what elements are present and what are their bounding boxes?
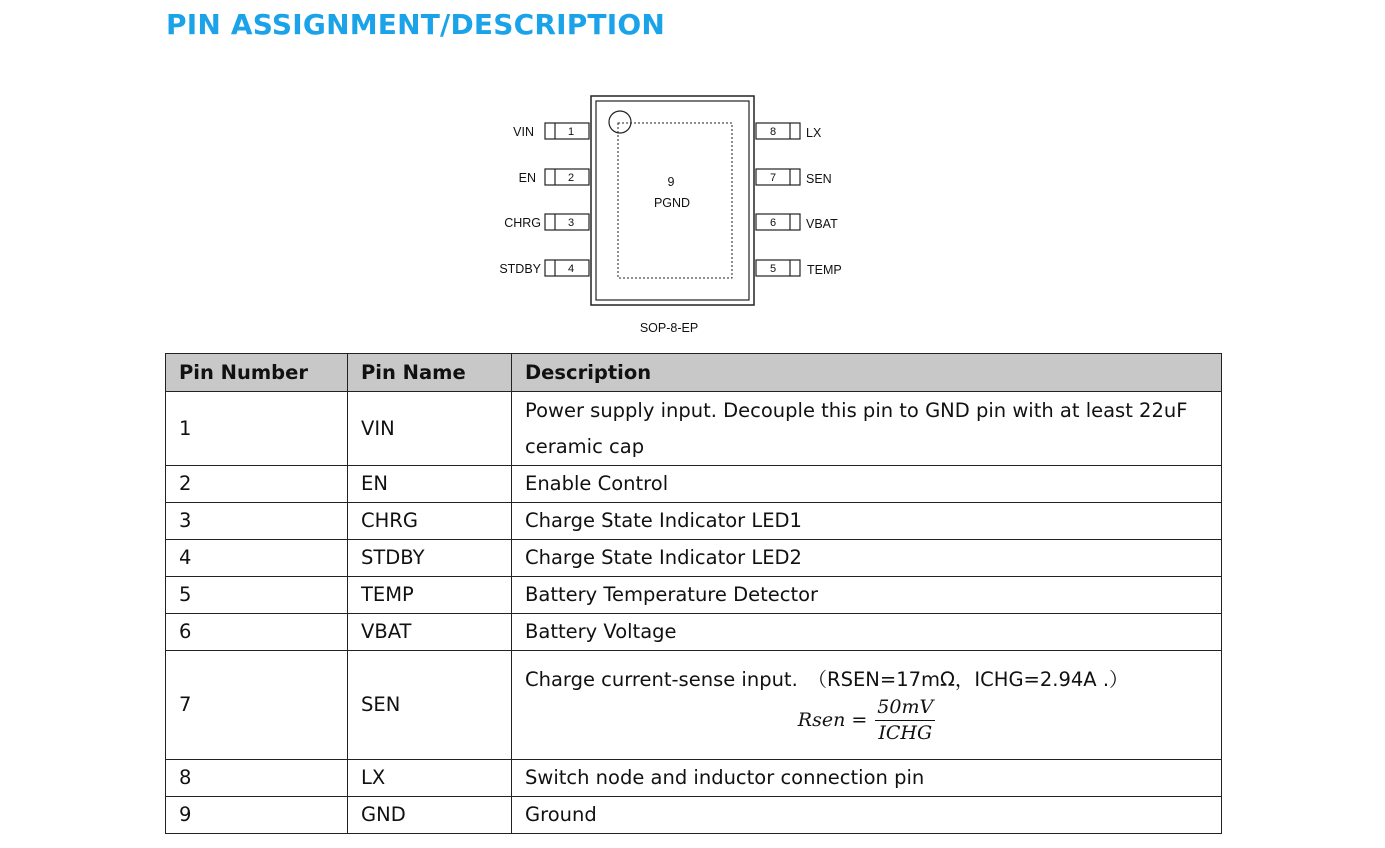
pin-number-cell: 4 bbox=[166, 540, 348, 577]
right-pin-8 bbox=[756, 123, 822, 140]
package-diagram bbox=[0, 0, 1385, 350]
pin-name-cell: STDBY bbox=[348, 540, 512, 577]
right-pin-7 bbox=[756, 169, 832, 186]
pin-number: 3 bbox=[567, 217, 575, 229]
table-row bbox=[166, 651, 1222, 760]
table-row bbox=[166, 577, 1222, 614]
rsen-formula bbox=[525, 692, 1208, 748]
pin-label: VIN bbox=[513, 125, 534, 139]
pin-name-cell: TEMP bbox=[348, 577, 512, 614]
pin-number-cell: 6 bbox=[166, 614, 348, 651]
left-pin-1 bbox=[513, 123, 589, 139]
center-pin-number: 9 bbox=[667, 175, 675, 189]
pin-label: STDBY bbox=[499, 262, 541, 276]
description-cell bbox=[512, 651, 1222, 760]
pin-number-cell: 3 bbox=[166, 503, 348, 540]
description-cell: Battery Voltage bbox=[512, 614, 1222, 651]
description-cell: Battery Temperature Detector bbox=[512, 577, 1222, 614]
header-pin-number: Pin Number bbox=[166, 354, 348, 392]
pin-name-cell: SEN bbox=[348, 651, 512, 760]
pin-label: SEN bbox=[806, 172, 832, 186]
pin-number: 5 bbox=[769, 263, 777, 275]
package-name: SOP-8-EP bbox=[639, 321, 699, 335]
pin-number-cell: 1 bbox=[166, 392, 348, 466]
description-cell: Charge State Indicator LED2 bbox=[512, 540, 1222, 577]
left-pin-4 bbox=[499, 260, 589, 276]
pin-number: 4 bbox=[567, 263, 575, 275]
left-pin-2 bbox=[519, 169, 589, 185]
pin-name-cell: GND bbox=[348, 797, 512, 834]
left-pin-3 bbox=[504, 214, 589, 230]
table-row bbox=[166, 392, 1222, 466]
pin-number: 7 bbox=[769, 172, 777, 184]
formula-denominator: ICHG bbox=[878, 721, 933, 744]
table-row bbox=[166, 503, 1222, 540]
pin-description-table bbox=[165, 353, 1222, 834]
pin-number-cell: 2 bbox=[166, 466, 348, 503]
table-row bbox=[166, 466, 1222, 503]
pin-number: 8 bbox=[769, 126, 777, 138]
table-header-row bbox=[166, 354, 1222, 392]
pin-label: EN bbox=[518, 171, 536, 185]
pin-number-cell: 9 bbox=[166, 797, 348, 834]
pin-name-cell: EN bbox=[348, 466, 512, 503]
table-row bbox=[166, 540, 1222, 577]
pin-label: LX bbox=[806, 126, 822, 140]
description-cell: Power supply input. Decouple this pin to GND pin with at least 22uF ceramic cap bbox=[512, 392, 1222, 466]
pin-name-cell: CHRG bbox=[348, 503, 512, 540]
pin-name-cell: VBAT bbox=[348, 614, 512, 651]
formula-numerator: 50mV bbox=[875, 695, 935, 721]
pin-number: 1 bbox=[567, 126, 575, 138]
description-cell: Ground bbox=[512, 797, 1222, 834]
table-row bbox=[166, 797, 1222, 834]
pin-label: VBAT bbox=[806, 217, 838, 231]
description-cell: Switch node and inductor connection pin bbox=[512, 760, 1222, 797]
pin1-marker-icon bbox=[609, 111, 631, 133]
page-title: PIN ASSIGNMENT/DESCRIPTION bbox=[166, 8, 665, 41]
pin-label: TEMP bbox=[807, 263, 842, 277]
pin-label: CHRG bbox=[504, 216, 541, 230]
header-description: Description bbox=[512, 354, 1222, 392]
right-pin-6 bbox=[756, 214, 838, 231]
pin-name-cell: VIN bbox=[348, 392, 512, 466]
pin-number-cell: 5 bbox=[166, 577, 348, 614]
header-pin-name: Pin Name bbox=[348, 354, 512, 392]
pin-number-cell: 8 bbox=[166, 760, 348, 797]
pin-name-cell: LX bbox=[348, 760, 512, 797]
sense-description-text: Charge current-sense input. （RSEN=17mΩ，ICHG=2.94A .） bbox=[525, 668, 1129, 691]
right-pin-5 bbox=[756, 260, 842, 277]
formula-fraction bbox=[875, 695, 935, 745]
table-row bbox=[166, 614, 1222, 651]
pin-number: 2 bbox=[567, 172, 575, 184]
center-pin-name: PGND bbox=[653, 196, 691, 210]
pin-number: 6 bbox=[769, 217, 777, 229]
table-row bbox=[166, 760, 1222, 797]
description-cell: Charge State Indicator LED1 bbox=[512, 503, 1222, 540]
description-cell: Enable Control bbox=[512, 466, 1222, 503]
formula-lhs: Rsen = bbox=[797, 709, 868, 731]
pin-number-cell: 7 bbox=[166, 651, 348, 760]
